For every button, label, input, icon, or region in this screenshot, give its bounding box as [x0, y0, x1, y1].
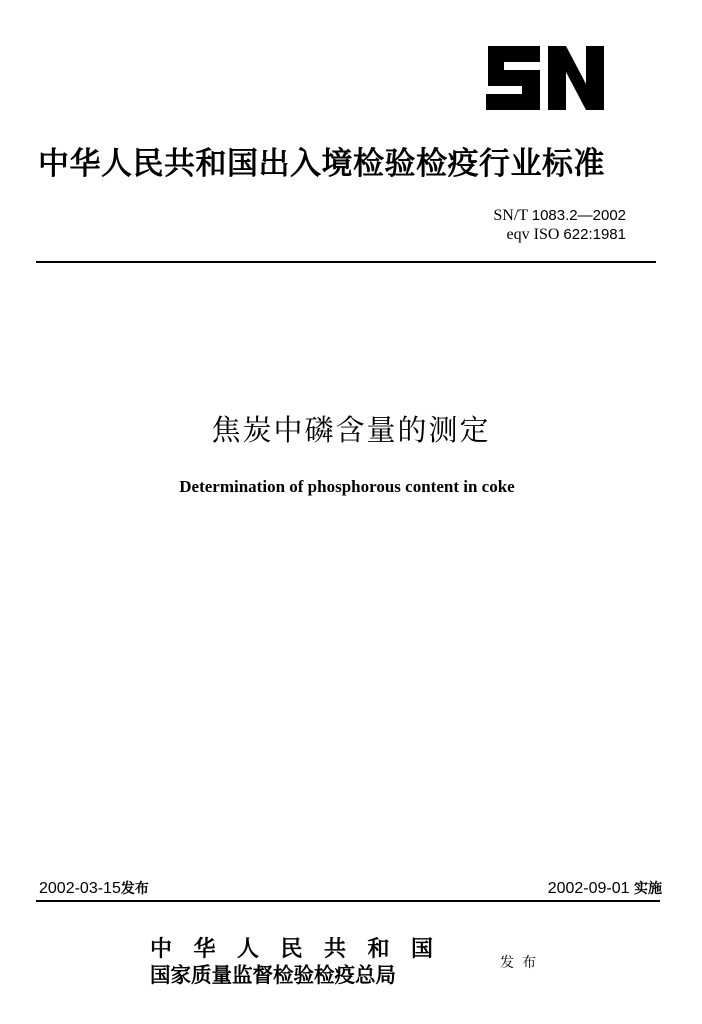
header-divider	[36, 261, 656, 263]
implementation-date-value: 2002-09-01	[547, 880, 630, 897]
footer-divider	[36, 900, 660, 902]
issue-date	[39, 878, 149, 898]
standard-number	[493, 206, 626, 225]
sn-logo	[484, 44, 606, 112]
standard-prefix: SN/T	[493, 207, 528, 224]
issue-date-value: 2002-03-15	[39, 880, 121, 897]
publisher-block	[150, 936, 455, 988]
equivalent-standard	[493, 225, 626, 244]
document-title-chinese: 焦炭中磷含量的测定	[211, 413, 491, 447]
standard-code: 1083.2—2002	[531, 207, 626, 224]
publisher-country: 中华人民共和国	[150, 936, 455, 962]
standard-number-block	[493, 206, 626, 244]
equivalent-prefix: eqv ISO	[506, 226, 560, 243]
document-title-english: Determination of phosphorous content in coke	[179, 477, 515, 496]
issue-date-label: 发布	[120, 881, 149, 897]
issuing-authority-title: 中华人民共和国出入境检验检疫行业标准	[38, 146, 605, 182]
implementation-date	[548, 878, 662, 898]
implementation-date-label: 实施	[634, 881, 662, 897]
equivalent-code: 622:1981	[563, 226, 626, 243]
publisher-agency: 国家质量监督检验检疫总局	[150, 963, 396, 987]
publish-label: 发布	[500, 955, 544, 971]
